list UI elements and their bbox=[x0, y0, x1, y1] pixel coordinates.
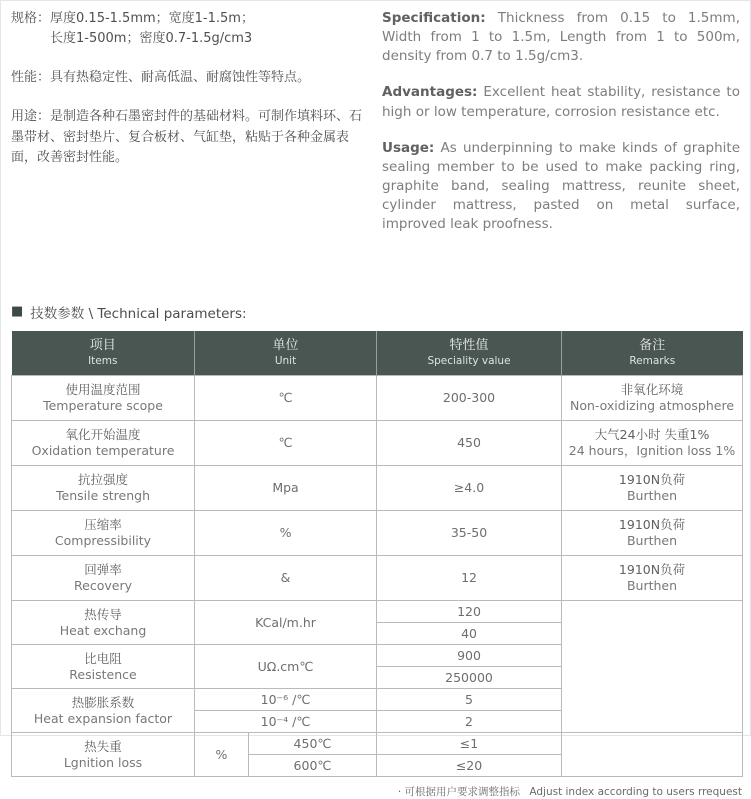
remark-zh: 1910N负荷 bbox=[618, 472, 686, 488]
remark-en: Burthen bbox=[626, 488, 678, 504]
table-row bbox=[12, 556, 743, 601]
unit-value: % bbox=[279, 525, 292, 541]
cell-value bbox=[377, 556, 562, 601]
item-zh: 比电阻 bbox=[84, 650, 122, 666]
cell-value bbox=[377, 689, 562, 711]
spec-text-en: Thickness from 0.15 to 1.5mm, Width from 1 to 1.5m, Length from 1 to 500m, density from 0.7 to 1.5g/cm3. bbox=[382, 10, 740, 65]
cell-remark bbox=[562, 376, 743, 421]
item-zh: 热膨胀系数 bbox=[71, 694, 135, 710]
unit-value: 600℃ bbox=[293, 757, 332, 773]
speciality-value: 40 bbox=[461, 625, 477, 641]
header-value-zh: 特性值 bbox=[449, 338, 489, 354]
usage-paragraph-en bbox=[382, 139, 740, 235]
cell-unit bbox=[195, 711, 377, 733]
remark-en: Burthen bbox=[626, 578, 678, 594]
item-zh: 压缩率 bbox=[84, 517, 122, 533]
cell-unit bbox=[195, 645, 377, 689]
technical-parameters-heading bbox=[11, 302, 740, 322]
item-en: Heat exchang bbox=[59, 622, 147, 638]
advantages-label-en: Advantages: bbox=[382, 84, 478, 101]
footnote-en: Adjust index according to users rrequest bbox=[529, 786, 742, 799]
header-remarks-en: Remarks bbox=[629, 355, 676, 368]
cell-value bbox=[377, 755, 562, 777]
cell-remark bbox=[562, 511, 743, 556]
item-zh: 使用温度范围 bbox=[65, 382, 141, 398]
speciality-value: ≤20 bbox=[455, 757, 483, 773]
cell-remark bbox=[562, 466, 743, 511]
unit-value: 10⁻⁶ /℃ bbox=[260, 691, 311, 707]
cell-value bbox=[377, 711, 562, 733]
speciality-value: 200-300 bbox=[442, 390, 496, 406]
table-row bbox=[12, 421, 743, 466]
cell-item bbox=[12, 645, 195, 689]
footnote-zh: · 可根据用户要求调整指标 bbox=[397, 786, 521, 799]
spec-line2-zh: 长度1-500m；密度0.7-1.5g/cm3 bbox=[50, 31, 253, 47]
cell-value bbox=[377, 376, 562, 421]
item-en: Temperature scope bbox=[43, 398, 163, 414]
unit-value: % bbox=[215, 746, 228, 762]
usage-label-en: Usage: bbox=[382, 139, 435, 156]
table-row bbox=[12, 511, 743, 556]
intro-english-column bbox=[382, 9, 740, 252]
intro-chinese-column bbox=[11, 9, 368, 252]
performance-text-zh: 具有热稳定性、耐高低温、耐腐蚀性等特点。 bbox=[50, 70, 311, 86]
table-row bbox=[12, 376, 743, 421]
speciality-value: 120 bbox=[457, 603, 481, 619]
technical-parameters-table bbox=[11, 331, 743, 778]
usage-paragraph-zh bbox=[11, 107, 368, 167]
speciality-value: ≥4.0 bbox=[453, 480, 485, 496]
remark-en: Burthen bbox=[626, 533, 678, 549]
cell-unit bbox=[195, 689, 377, 711]
table-row bbox=[12, 601, 743, 623]
cell-value bbox=[377, 511, 562, 556]
unit-value: ℃ bbox=[278, 435, 293, 451]
unit-value: 10⁻⁴ /℃ bbox=[260, 713, 311, 729]
header-value-en: Speciality value bbox=[427, 355, 511, 368]
header-items-zh: 项目 bbox=[89, 338, 116, 354]
usage-text-en: As underpinning to make kinds of graphite sealing member to be used to make packing ring, graphite band, sealing mattress, reunite sheet, cylinder mattress, pasted on metal surface, improved leak proofness. bbox=[382, 139, 741, 233]
cell-item bbox=[12, 466, 195, 511]
cell-unit bbox=[195, 556, 377, 601]
remark-zh: 1910N负荷 bbox=[618, 517, 686, 533]
cell-value bbox=[377, 466, 562, 511]
speciality-value: 35-50 bbox=[450, 525, 488, 541]
cell-unit bbox=[195, 466, 377, 511]
cell-item bbox=[12, 376, 195, 421]
item-zh: 抗拉强度 bbox=[77, 472, 128, 488]
header-remarks-zh: 备注 bbox=[639, 338, 666, 354]
cell-remark bbox=[562, 556, 743, 601]
cell-item bbox=[12, 511, 195, 556]
item-zh: 回弹率 bbox=[84, 562, 122, 578]
unit-value: ℃ bbox=[278, 390, 293, 406]
square-bullet-icon: ■ bbox=[11, 304, 24, 320]
intro-section bbox=[11, 9, 740, 252]
spec-line1-zh: 厚度0.15-1.5mm；宽度1-1.5m； bbox=[50, 11, 254, 26]
header-cell-remarks bbox=[562, 331, 743, 376]
table-header-row bbox=[12, 331, 743, 376]
item-zh: 氧化开始温度 bbox=[65, 427, 141, 443]
unit-value: & bbox=[280, 570, 291, 586]
remark-en: Non-oxidizing atmosphere bbox=[569, 398, 735, 414]
cell-value bbox=[377, 645, 562, 667]
remark-en: 24 hours，Ignition loss 1% bbox=[568, 443, 736, 459]
technical-parameters-title: 技数参数 \ Technical parameters: bbox=[30, 305, 247, 322]
cell-unit bbox=[195, 376, 377, 421]
item-en: Compressibility bbox=[54, 533, 152, 549]
advantages-paragraph-en bbox=[382, 83, 740, 121]
speciality-value: ≤1 bbox=[459, 735, 479, 751]
header-unit-zh: 单位 bbox=[272, 338, 299, 354]
speciality-value: 12 bbox=[461, 570, 477, 586]
item-en: Heat expansion factor bbox=[33, 710, 173, 726]
cell-value bbox=[377, 601, 562, 623]
cell-value bbox=[377, 421, 562, 466]
header-cell-unit bbox=[195, 331, 377, 376]
cell-item bbox=[12, 601, 195, 645]
cell-remark-empty bbox=[562, 733, 743, 777]
item-en: Lgnition loss bbox=[63, 754, 143, 770]
cell-item bbox=[12, 689, 195, 733]
usage-label-zh: 用途： bbox=[11, 109, 51, 125]
unit-value: Mpa bbox=[272, 480, 299, 496]
cell-value bbox=[377, 667, 562, 689]
remark-zh: 非氧化环境 bbox=[620, 382, 684, 398]
speciality-value: 900 bbox=[457, 647, 481, 663]
cell-remark bbox=[562, 421, 743, 466]
header-cell-value bbox=[377, 331, 562, 376]
remark-zh: 1910N负荷 bbox=[618, 562, 686, 578]
advantages-text-en: Excellent heat stability, resistance to high or low temperature, corrosion resistance etc. bbox=[382, 84, 740, 120]
performance-label-zh: 性能： bbox=[11, 70, 51, 86]
cell-unit-temp bbox=[249, 755, 377, 777]
speciality-value: 450 bbox=[457, 435, 481, 451]
unit-value: 450℃ bbox=[293, 735, 332, 751]
cell-value bbox=[377, 623, 562, 645]
spec-text-zh bbox=[50, 9, 254, 49]
item-en: Recovery bbox=[74, 578, 132, 594]
performance-paragraph-zh bbox=[11, 68, 368, 88]
spec-paragraph-zh bbox=[11, 9, 368, 49]
speciality-value: 5 bbox=[465, 691, 473, 707]
remark-zh: 大气24小时 失重1% bbox=[594, 427, 710, 443]
item-zh: 热传导 bbox=[84, 606, 122, 622]
usage-text-zh: 是制造各种石墨密封件的基础材料。可制作填料环、石墨带材、密封垫片、复合板材、气缸垫，粘贴于各种金属表面，改善密封性能。 bbox=[11, 109, 363, 165]
spec-label-zh: 规格： bbox=[11, 11, 51, 26]
unit-value: UΩ.cm℃ bbox=[257, 658, 314, 674]
speciality-value: 2 bbox=[465, 713, 473, 729]
spec-paragraph-en bbox=[382, 9, 740, 66]
item-en: Tensile strengh bbox=[56, 488, 150, 504]
cell-item bbox=[12, 733, 195, 777]
item-zh: 热失重 bbox=[84, 738, 122, 754]
unit-value: KCal/m.hr bbox=[255, 614, 316, 630]
cell-unit bbox=[195, 421, 377, 466]
speciality-value: 250000 bbox=[445, 669, 493, 685]
spec-label-en: Specification: bbox=[382, 10, 486, 26]
cell-unit bbox=[195, 511, 377, 556]
cell-remark-empty bbox=[562, 601, 743, 733]
adjust-index-footnote bbox=[11, 784, 742, 799]
cell-unit bbox=[195, 601, 377, 645]
cell-unit-percent bbox=[195, 733, 249, 777]
item-en: Oxidation temperature bbox=[31, 443, 175, 459]
cell-item bbox=[12, 556, 195, 601]
header-unit-en: Unit bbox=[274, 355, 297, 368]
header-items-en: Items bbox=[88, 355, 118, 368]
header-cell-items bbox=[12, 331, 195, 376]
item-en: Resistence bbox=[69, 666, 137, 682]
cell-item bbox=[12, 421, 195, 466]
table-row bbox=[12, 466, 743, 511]
